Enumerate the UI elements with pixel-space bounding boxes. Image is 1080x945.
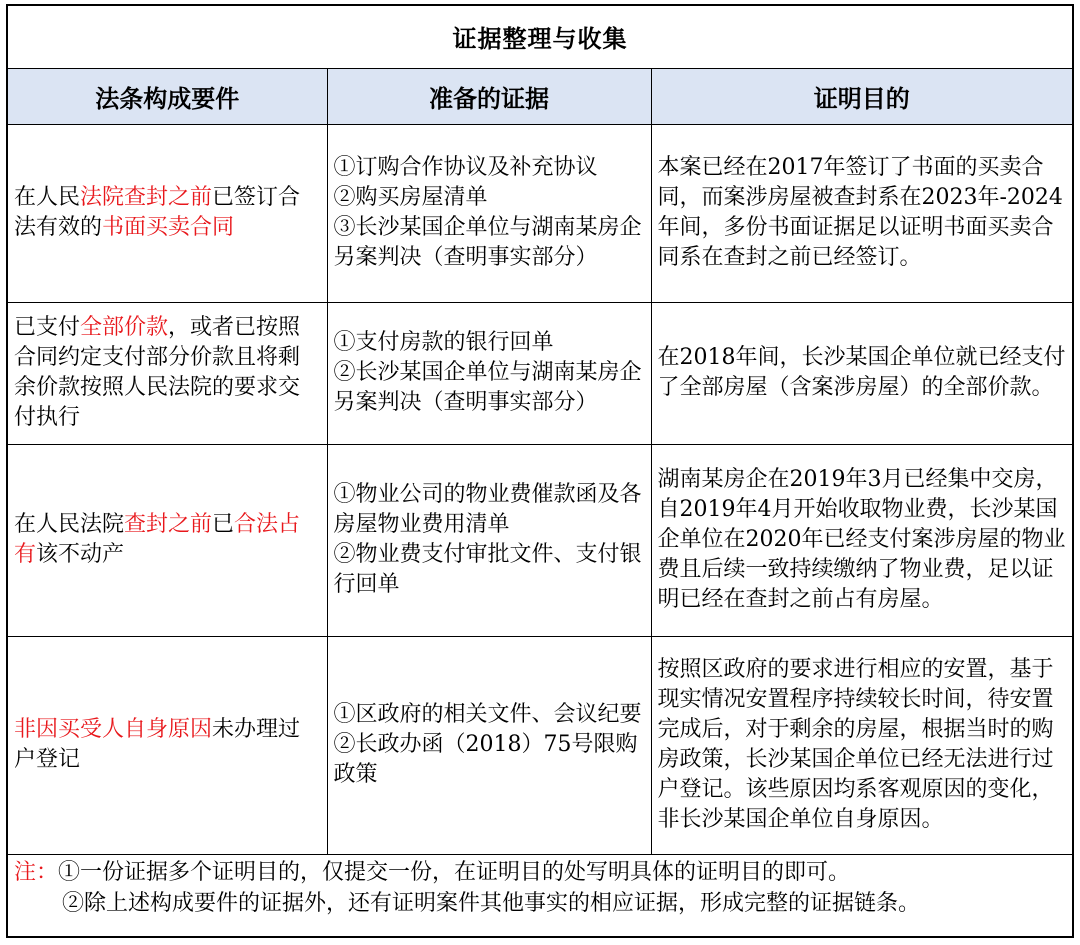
evidence-item: ②长政办函（2018）75号限购政策 — [333, 732, 638, 787]
evidence-item: ①区政府的相关文件、会议纪要 — [333, 702, 642, 727]
purpose-cell: 在2018年间，长沙某国企单位就已经支付了全部房屋（含案涉房屋）的全部价款。 — [651, 302, 1072, 444]
purpose-cell: 湖南某房企在2019年3月已经集中交房，自2019年4月开始收取物业费，长沙某国企单位在2020年已经支付案涉房屋的物业费且后续一致持续缴纳了物业费，足以证明已经在查封之前占有房屋。 — [651, 444, 1072, 636]
evidence-item: ①支付房款的银行回单 — [333, 330, 554, 355]
requirement-highlight: 非因买受人自身原因 — [14, 717, 213, 742]
requirement-cell — [8, 124, 327, 302]
requirement-cell — [8, 636, 327, 854]
requirement-text: 该不动产 — [36, 542, 125, 567]
evidence-item: ①物业公司的物业费催款函及各房屋物业费用清单 — [333, 482, 642, 537]
evidence-cell — [327, 124, 651, 302]
purpose-cell: 按照区政府的要求进行相应的安置，基于现实情况安置程序持续较长时间，待安置完成后，对于剩余的房屋，根据当时的购房政策，长沙某国企单位已经无法进行过户登记。该些原因均系客观原因的变化，非长沙某国企单位自身原因。 — [651, 636, 1072, 854]
header-requirement: 法条构成要件 — [8, 68, 327, 124]
evidence-item: ①订购合作协议及补充协议 — [333, 155, 598, 180]
evidence-item: ③长沙某国企单位与湖南某房企另案判决（查明事实部分） — [333, 215, 642, 270]
table-title: 证据整理与收集 — [8, 6, 1072, 68]
header-purpose: 证明目的 — [651, 68, 1072, 124]
table-row — [8, 124, 1072, 302]
evidence-cell — [327, 636, 651, 854]
note-line-1: ①一份证据多个证明目的，仅提交一份，在证明目的处写明具体的证明目的即可。 — [58, 859, 851, 885]
table-row — [8, 636, 1072, 854]
evidence-item: ②购买房屋清单 — [333, 185, 488, 210]
requirement-text: 在人民 — [14, 185, 81, 210]
purpose-cell: 本案已经在2017年签订了书面的买卖合同，而案涉房屋被查封系在2023年-2024年间，多份书面证据足以证明书面买卖合同系在查封之前已经签订。 — [651, 124, 1072, 302]
note-label: 注： — [14, 859, 59, 885]
header-row — [8, 68, 1072, 124]
note-line-2: ②除上述构成要件的证据外，还有证明案件其他事实的相应证据，形成完整的证据链条。 — [62, 890, 921, 916]
requirement-text: 已签订合法有效的 — [14, 185, 301, 240]
requirement-highlight: 书面买卖合同 — [102, 215, 235, 240]
table-row — [8, 302, 1072, 444]
requirement-highlight: 合法占有 — [14, 512, 301, 567]
requirement-text: 已 — [212, 512, 235, 537]
evidence-sheet — [6, 4, 1074, 938]
requirement-cell — [8, 302, 327, 444]
requirement-highlight: 查封之前 — [124, 512, 213, 537]
requirement-cell — [8, 444, 327, 636]
note-cell — [8, 854, 1072, 921]
note-row — [8, 854, 1072, 921]
requirement-highlight: 法院查封之前 — [80, 185, 213, 210]
requirement-text: 已支付 — [14, 315, 81, 340]
evidence-table — [8, 6, 1072, 921]
requirement-text: 在人民法院 — [14, 512, 125, 537]
evidence-cell — [327, 444, 651, 636]
header-evidence: 准备的证据 — [327, 68, 651, 124]
evidence-item: ②长沙某国企单位与湖南某房企另案判决（查明事实部分） — [333, 360, 642, 415]
title-row — [8, 6, 1072, 68]
requirement-highlight: 全部价款 — [80, 315, 169, 340]
evidence-cell — [327, 302, 651, 444]
requirement-text: ，或者已按照合同约定支付部分价款且将剩余价款按照人民法院的要求交付执行 — [14, 315, 301, 430]
evidence-item: ②物业费支付审批文件、支付银行回单 — [333, 542, 642, 597]
table-row — [8, 444, 1072, 636]
requirement-text: 未办理过户登记 — [14, 717, 301, 772]
